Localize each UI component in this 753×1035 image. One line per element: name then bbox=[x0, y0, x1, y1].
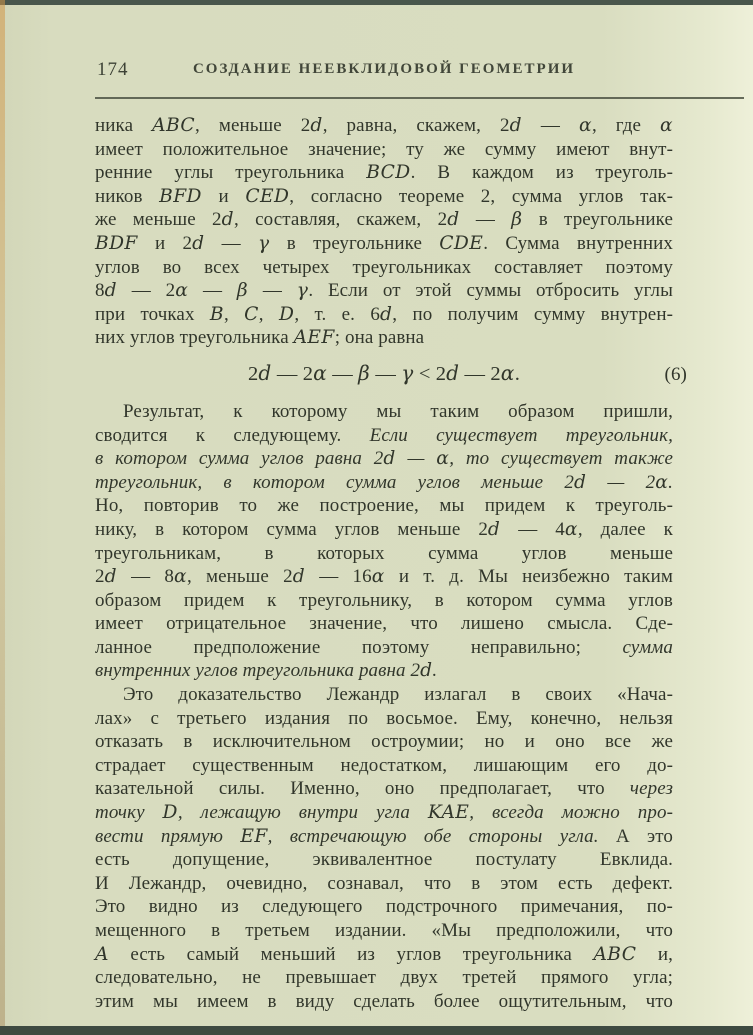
text-run: — bbox=[459, 209, 512, 231]
text-run: точку bbox=[95, 802, 163, 824]
text-run: углов во всех четырех треугольниках составляет поэтому bbox=[95, 256, 673, 278]
text-run: внутренних углов треугольника равна 2 bbox=[95, 660, 421, 682]
text-run: α bbox=[313, 360, 328, 385]
text-run: ников bbox=[95, 185, 160, 207]
text-run: , то существует также bbox=[449, 448, 674, 470]
text-run: γ bbox=[401, 360, 414, 385]
text-line bbox=[95, 400, 673, 424]
text-run: . Если от этой суммы отбросить углы bbox=[308, 280, 673, 302]
text-run: отказать в исключительном остроумии; но и оно все же bbox=[95, 731, 673, 753]
text-run: . Сумма внутренних bbox=[483, 232, 673, 254]
text-run: лах» с третьего издания по восьмое. Ему, конечно, нельзя bbox=[95, 707, 673, 729]
text-run: β bbox=[236, 280, 249, 302]
text-run: α bbox=[174, 566, 187, 588]
text-line bbox=[95, 589, 673, 613]
text-run: α bbox=[655, 471, 669, 493]
text-run: при точках bbox=[95, 303, 210, 325]
text-line bbox=[95, 279, 673, 303]
text-run: — bbox=[327, 362, 359, 385]
text-run: сводится к следующему. bbox=[95, 424, 370, 446]
text-line bbox=[95, 161, 673, 185]
text-run: Это доказательство Лежандр излагал в своих «Нача- bbox=[123, 684, 673, 706]
text-run: , согласно теореме 2, сумма углов так- bbox=[289, 185, 674, 207]
text-run: казательной силы. Именно, оно предполагает, что bbox=[95, 778, 630, 800]
text-run: образом придем к треугольнику, в котором сумма углов bbox=[95, 589, 673, 611]
text-run: D bbox=[162, 802, 178, 824]
text-run: < 2 bbox=[413, 362, 447, 385]
text-run: , составляя, скажем, 2 bbox=[234, 209, 448, 231]
text-run: нику, в котором сумма углов меньше 2 bbox=[95, 518, 488, 540]
text-line bbox=[95, 542, 673, 566]
text-run: же меньше 2 bbox=[95, 209, 222, 231]
text-line bbox=[95, 518, 673, 542]
text-run: — bbox=[204, 232, 258, 254]
text-run: CDE bbox=[439, 232, 484, 254]
text-run: имеет положительное значение; ту же сумму имеют внут- bbox=[95, 138, 673, 160]
body-text bbox=[95, 114, 687, 1013]
page-edge-bottom bbox=[0, 1026, 753, 1035]
text-run: d bbox=[487, 518, 501, 540]
text-run: γ bbox=[296, 280, 309, 302]
text-run: EF bbox=[240, 825, 268, 847]
text-line bbox=[95, 326, 673, 350]
text-line bbox=[95, 943, 673, 967]
text-line bbox=[95, 990, 673, 1014]
text-line bbox=[95, 825, 673, 849]
text-run: — 2 bbox=[586, 471, 656, 493]
text-run: d bbox=[292, 566, 306, 588]
text-run: d bbox=[258, 360, 272, 385]
text-run: , меньше 2 bbox=[195, 115, 311, 136]
text-run: d bbox=[104, 566, 117, 588]
text-run: ренние углы треугольника bbox=[95, 162, 367, 184]
text-run: B bbox=[209, 303, 224, 325]
text-run: — 4 bbox=[500, 518, 565, 540]
text-run: α bbox=[436, 448, 450, 470]
page-header bbox=[95, 58, 673, 84]
text-run: треугольник, в котором сумма углов меньше 2 bbox=[95, 471, 574, 493]
text-run: Это видно из следующего подстрочного примечания, по- bbox=[95, 896, 673, 918]
text-run: . bbox=[668, 471, 674, 493]
text-run: — 2 bbox=[271, 362, 314, 385]
text-run: AEF bbox=[293, 327, 335, 349]
text-run: через bbox=[629, 778, 673, 800]
text-line bbox=[95, 754, 673, 778]
text-run: , bbox=[223, 303, 245, 325]
text-run: — bbox=[188, 280, 237, 302]
text-run: A bbox=[95, 943, 109, 965]
text-line bbox=[95, 185, 673, 209]
text-run: D bbox=[278, 303, 295, 325]
text-run: в треугольнике bbox=[269, 232, 440, 254]
text-line bbox=[95, 424, 673, 448]
text-line bbox=[95, 801, 673, 825]
text-run: Если существует треугольник, bbox=[369, 424, 673, 446]
text-run: ABC bbox=[152, 115, 196, 136]
text-run: d bbox=[379, 303, 393, 325]
text-run: CED bbox=[245, 185, 290, 207]
text-run: d bbox=[310, 115, 323, 136]
text-line bbox=[95, 612, 673, 636]
text-line bbox=[95, 777, 673, 801]
text-run: и, bbox=[636, 943, 673, 965]
text-run: сумма bbox=[622, 636, 673, 658]
text-run: , т. е. 6 bbox=[294, 303, 380, 325]
text-run: следовательно, не превышает двух третей прямого угла; bbox=[95, 967, 673, 989]
text-line bbox=[95, 114, 673, 138]
text-run: . bbox=[432, 660, 438, 682]
text-run: γ bbox=[258, 232, 270, 254]
text-run: 2 bbox=[248, 362, 259, 385]
text-line bbox=[95, 447, 673, 471]
header-rule bbox=[95, 97, 744, 99]
text-line bbox=[95, 848, 673, 872]
text-run: — 16 bbox=[305, 566, 372, 588]
text-run: . В каждом из треуголь- bbox=[410, 162, 673, 184]
running-title: СОЗДАНИЕ НЕЕВКЛИДОВОЙ ГЕОМЕТРИИ bbox=[192, 61, 576, 77]
text-run: d bbox=[221, 209, 234, 231]
text-line bbox=[95, 919, 673, 943]
text-line bbox=[95, 659, 673, 683]
text-run: ABC bbox=[593, 943, 637, 965]
text-run: мещенного в третьем издании. «Мы предположили, что bbox=[95, 920, 673, 941]
text-run: KAE bbox=[427, 802, 470, 824]
text-run: — bbox=[521, 115, 579, 136]
text-line bbox=[95, 895, 673, 919]
text-run: имеет отрицательное значение, что лишено смысла. Сде- bbox=[95, 613, 673, 635]
text-line bbox=[95, 966, 673, 990]
text-run: d bbox=[192, 232, 205, 254]
text-run: , далее к bbox=[577, 518, 673, 540]
text-run: , по получим сумму внутрен- bbox=[392, 303, 674, 325]
text-run: . bbox=[514, 362, 520, 385]
text-run: BFD bbox=[159, 185, 202, 207]
text-line bbox=[95, 256, 673, 280]
text-run: α bbox=[500, 360, 515, 385]
text-run: — 2 bbox=[116, 280, 176, 302]
text-run: BDF bbox=[95, 232, 138, 254]
text-run: есть самый меньший из углов треугольника bbox=[108, 943, 594, 965]
text-run: Результат, к которому мы таким образом пришли, bbox=[123, 400, 673, 422]
text-run: α bbox=[578, 115, 592, 136]
text-run: ланное предположение поэтому неправильно; bbox=[95, 636, 623, 658]
text-run: α bbox=[371, 566, 385, 588]
text-run: И Лежандр, очевидно, сознавал, что в этом есть дефект. bbox=[95, 872, 673, 894]
text-line bbox=[95, 471, 673, 495]
text-run: α bbox=[564, 518, 578, 540]
text-run: в котором сумма углов равна 2 bbox=[95, 448, 384, 470]
text-run: ника bbox=[95, 115, 153, 136]
text-line bbox=[95, 872, 673, 896]
text-run: d bbox=[447, 209, 460, 231]
text-line bbox=[95, 730, 673, 754]
text-run: и bbox=[201, 185, 246, 207]
text-run: C bbox=[244, 303, 259, 325]
text-run: , меньше 2 bbox=[186, 566, 293, 588]
text-run: d bbox=[446, 360, 460, 385]
page-edge-top bbox=[0, 0, 753, 5]
text-line bbox=[95, 565, 673, 589]
text-line bbox=[95, 303, 673, 327]
equation-6 bbox=[95, 360, 687, 388]
text-line bbox=[95, 683, 673, 707]
text-line bbox=[95, 636, 673, 660]
text-line bbox=[95, 138, 673, 162]
text-run: них углов треугольника bbox=[95, 327, 294, 349]
text-run: этим мы имеем в виду сделать более ощутительным, что bbox=[95, 990, 673, 1012]
page-number: 174 bbox=[97, 59, 129, 80]
text-run: α bbox=[175, 280, 189, 302]
text-run: есть допущение, эквивалентное постулату Евклида. bbox=[95, 849, 673, 871]
text-run: , лежащую внутри угла bbox=[177, 802, 428, 824]
text-run: — bbox=[248, 280, 297, 302]
text-run: d bbox=[509, 115, 522, 136]
text-run: , встречающую обе стороны угла. bbox=[267, 825, 599, 847]
equation-number: (6) bbox=[664, 363, 687, 385]
text-line bbox=[95, 232, 673, 256]
text-run: , равна, скажем, 2 bbox=[322, 115, 510, 136]
book-spine-edge bbox=[0, 0, 5, 1035]
text-run: Но, повторив то же построение, мы придем к треуголь- bbox=[95, 495, 673, 517]
text-run: страдает существенным недостатком, лишающим его до- bbox=[95, 754, 673, 776]
text-run: — bbox=[370, 362, 402, 385]
text-line bbox=[95, 707, 673, 731]
text-run: , всегда можно про- bbox=[469, 802, 673, 824]
text-run: и 2 bbox=[137, 232, 193, 254]
text-run: и т. д. Мы неизбежно таким bbox=[384, 566, 674, 588]
text-run: А это bbox=[598, 825, 673, 847]
text-run: , bbox=[258, 303, 279, 325]
text-run: , где bbox=[591, 115, 661, 136]
text-run: 8 bbox=[95, 280, 105, 302]
text-run: α bbox=[660, 115, 673, 136]
text-run: 2 bbox=[95, 566, 105, 588]
text-run: ; она равна bbox=[334, 327, 425, 349]
text-run: d bbox=[573, 471, 587, 493]
text-run: — 2 bbox=[459, 362, 501, 385]
text-run: в треугольнике bbox=[522, 209, 673, 231]
text-run: треугольникам, в которых сумма углов меньше bbox=[95, 542, 673, 564]
text-line bbox=[95, 208, 673, 232]
text-run: d bbox=[104, 280, 117, 302]
text-run: β bbox=[511, 209, 523, 231]
text-run: d bbox=[420, 660, 433, 682]
text-run: β bbox=[358, 360, 371, 385]
text-run: BCD bbox=[366, 162, 411, 184]
text-run: — bbox=[395, 448, 437, 470]
text-run: вести прямую bbox=[95, 825, 241, 847]
text-run: — 8 bbox=[116, 566, 174, 588]
text-run: d bbox=[383, 448, 396, 470]
text-line bbox=[95, 494, 673, 518]
